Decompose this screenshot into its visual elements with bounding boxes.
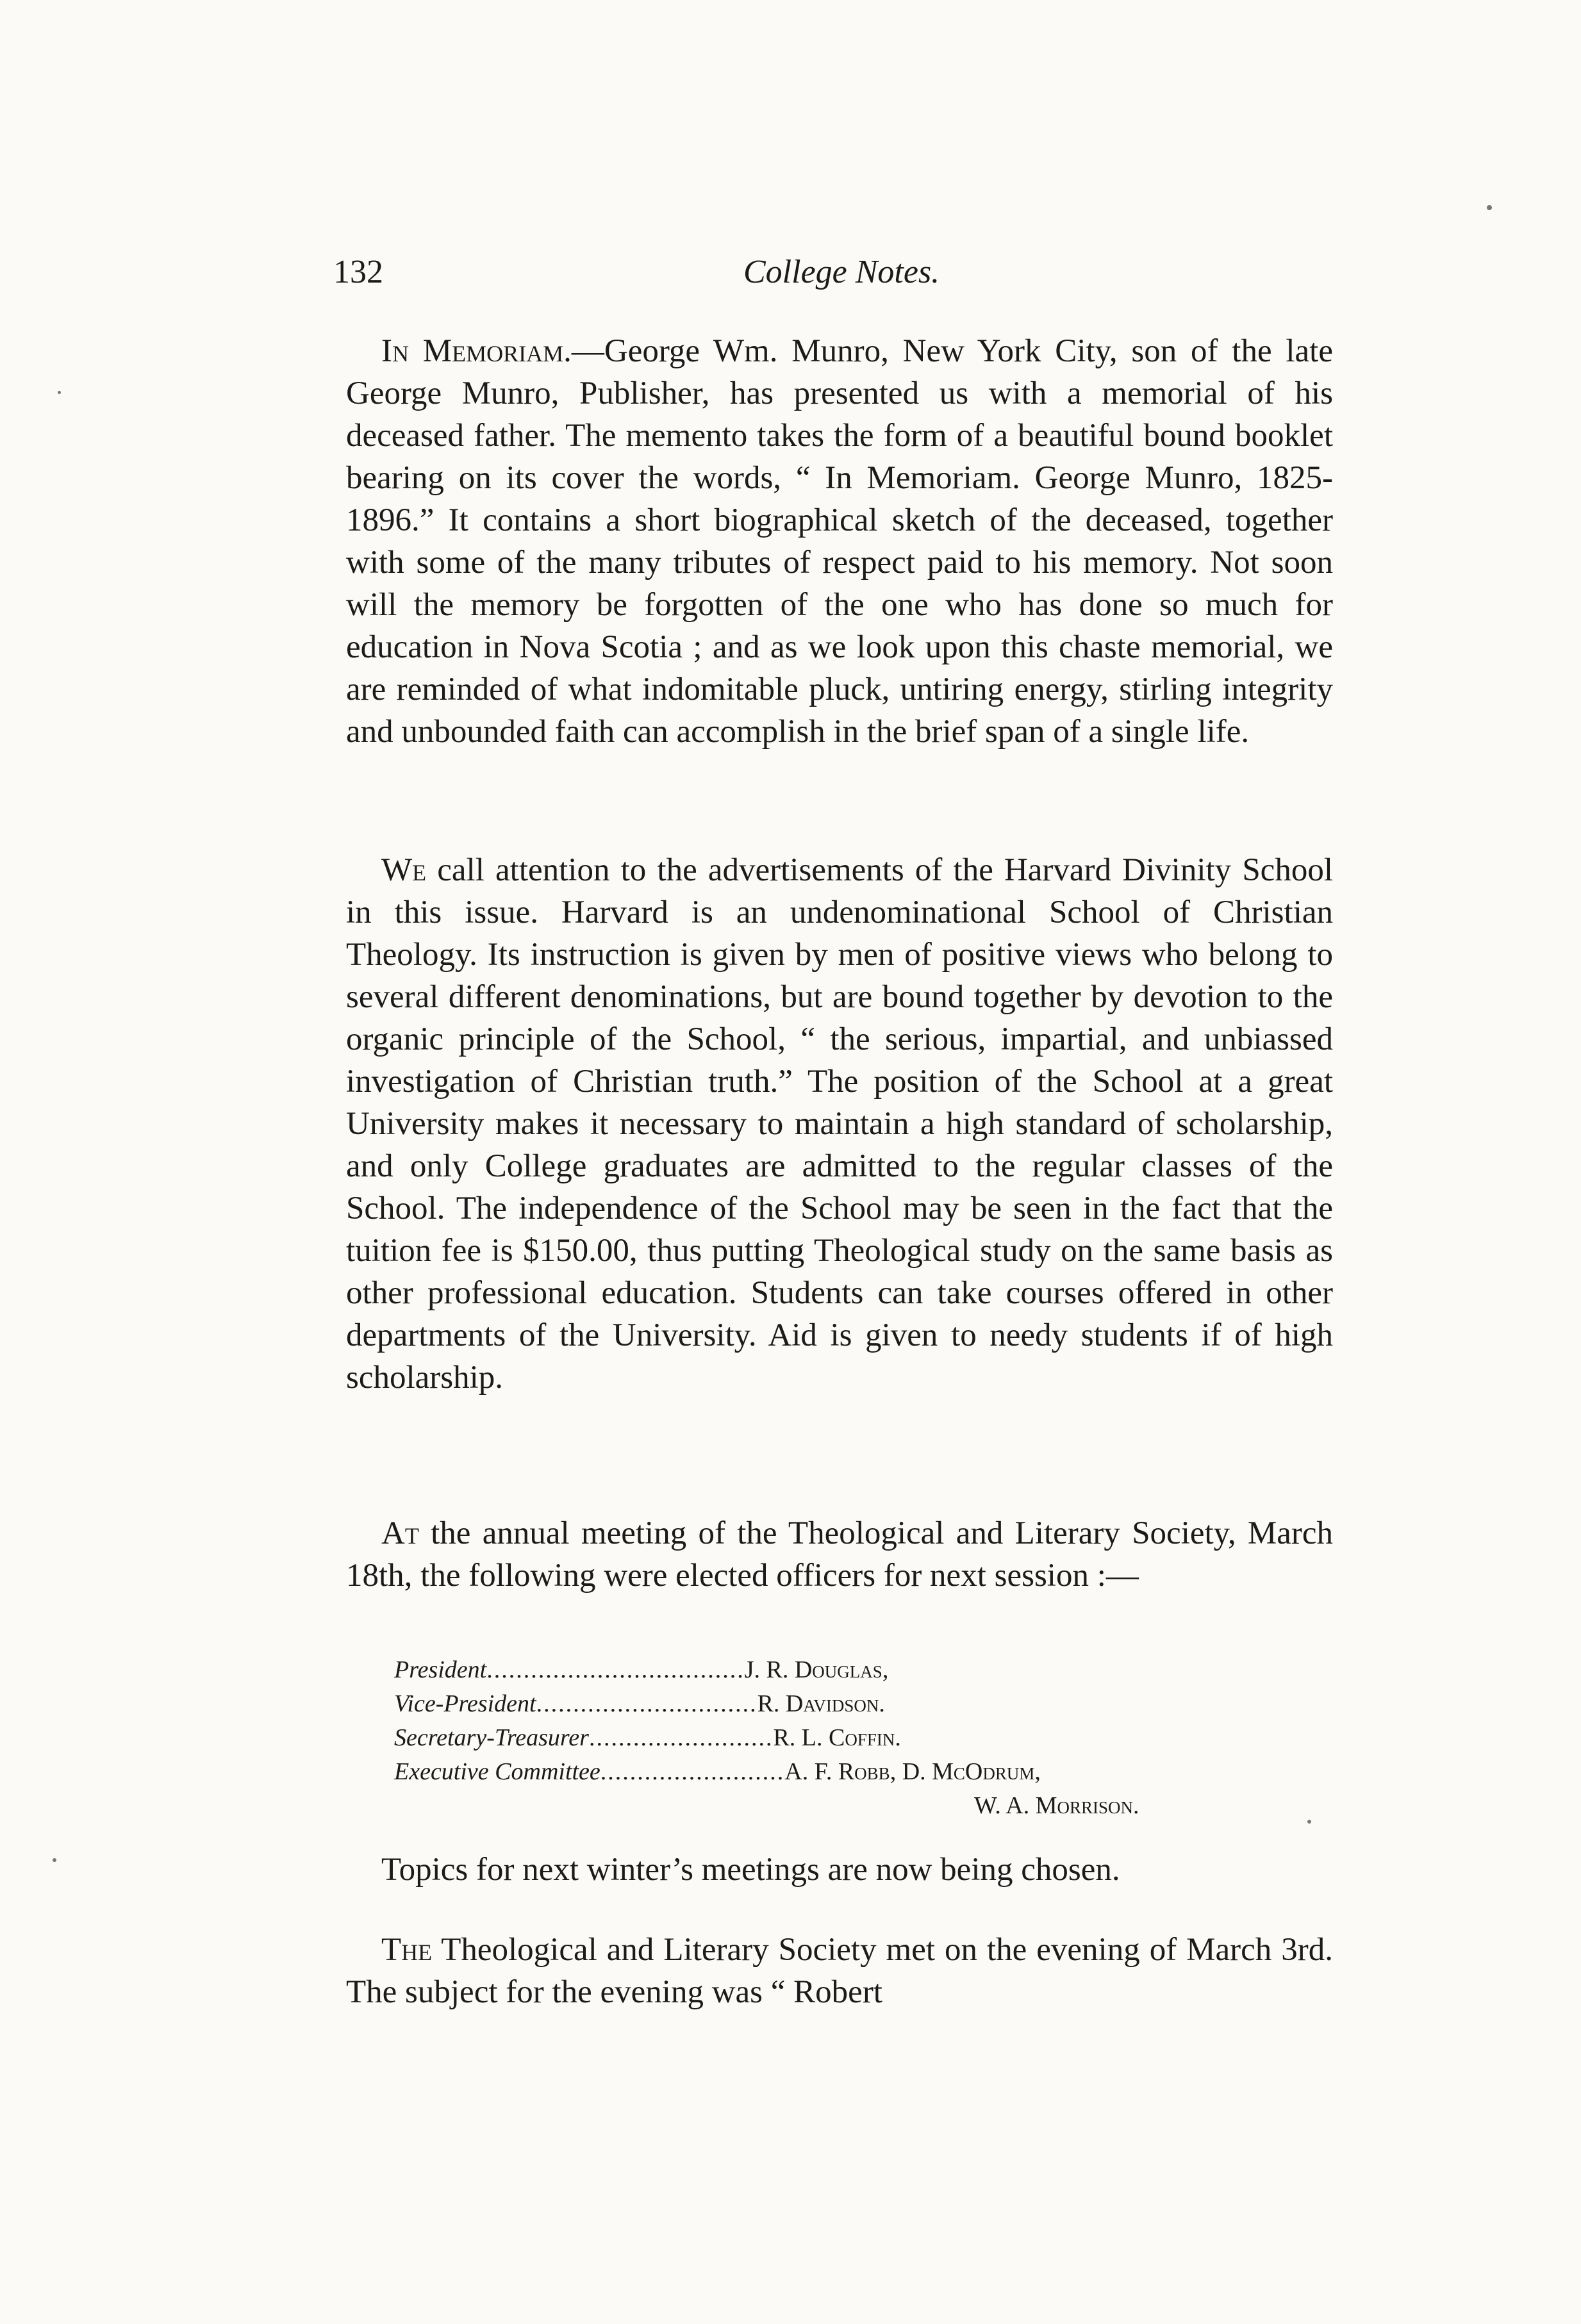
officer-role: Vice-President [394, 1690, 536, 1717]
officer-row-vice-president [394, 1687, 1330, 1721]
officer-role: President [394, 1656, 487, 1683]
paragraph-topics: Topics for next winter’s meetings are now being chosen. [381, 1852, 1120, 1888]
officer-role: Secretary-Treasurer [394, 1724, 589, 1751]
officer-row-secretary-treasurer [394, 1721, 1330, 1755]
dot-leader: ......................... [600, 1758, 785, 1785]
paragraph-lead: At [381, 1515, 419, 1551]
officer-row-executive-committee [394, 1755, 1330, 1789]
officer-name: A. F. Robb, D. McOdrum, [784, 1758, 1041, 1785]
paragraph-body: —George Wm. Munro, New York City, son of the late George Munro, Publisher, has presented us with a memorial of his deceased father. The memento takes the form of a beautiful bound booklet bearing on its cover the words, “ In Memoriam. George Munro, 1825-1896.” It contains a short biographical sketch of the deceased, together with some of the many tributes of respect paid to his memory. Not soon will the memory be forgotten of the one who has done so much for education in Nova Scotia ; and as we look upon this chaste memorial, we are reminded of what indomitable pluck, untiring energy, stirling integrity and unbounded faith can accomplish in the brief span of a single life. [346, 333, 1333, 750]
dot-leader: .............................. [536, 1690, 757, 1717]
scan-speck [1487, 205, 1492, 210]
dot-leader: ................................... [486, 1656, 745, 1683]
paragraph-body: the annual meeting of the Theological and Literary Society, March 18th, the following were elected officers for next session :— [346, 1515, 1333, 1594]
paragraph-annual-meeting [346, 1512, 1333, 1597]
officer-name: W. A. Morrison. [974, 1792, 1139, 1819]
officers-list [394, 1653, 1330, 1823]
paragraph-harvard-divinity [346, 849, 1333, 1399]
page-header [333, 253, 1333, 304]
paragraph-lead: We [381, 852, 427, 888]
paragraph-body: call attention to the advertisements of the Harvard Divinity School in this issue. Harvard is an undenominational School of Christian Theology. Its instruction is given by men of positive views who belong to several different denominations, but are bound together by devotion to the organic principle of the School, “ the serious, impartial, and unbiassed investigation of Christian truth.” The position of the School at a great University makes it necessary to maintain a high standard of scholarship, and only College graduates are admitted to the regular classes of the School. The independence of the School may be seen in the fact that the tuition fee is $150.00, thus putting Theological study on the same basis as other professional education. Students can take courses offered in other departments of the University. Aid is given to needy students if of high scholarship. [346, 852, 1333, 1396]
running-title: College Notes. [743, 254, 940, 290]
officer-row-executive-committee-continued [394, 1789, 1330, 1823]
paragraph-lead: The [381, 1932, 433, 1968]
paragraph-lead: In Memoriam. [381, 333, 572, 369]
scan-speck [58, 391, 61, 394]
page-number: 132 [333, 254, 383, 290]
paragraph-society-meeting [346, 1929, 1333, 2013]
officer-role: Executive Committee [394, 1758, 600, 1785]
paragraph-body: Theological and Literary Society met on the evening of March 3rd. The subject for the evening was “ Robert [346, 1932, 1333, 2010]
officer-name: R. L. Coffin. [773, 1724, 901, 1751]
scan-speck [53, 1858, 56, 1862]
officer-row-president [394, 1653, 1330, 1687]
scan-speck [1307, 1820, 1311, 1824]
dot-leader: ......................... [588, 1724, 774, 1751]
officer-name: J. R. Douglas, [744, 1656, 889, 1683]
paragraph-in-memoriam [346, 330, 1333, 753]
officer-name: R. Davidson. [757, 1690, 885, 1717]
